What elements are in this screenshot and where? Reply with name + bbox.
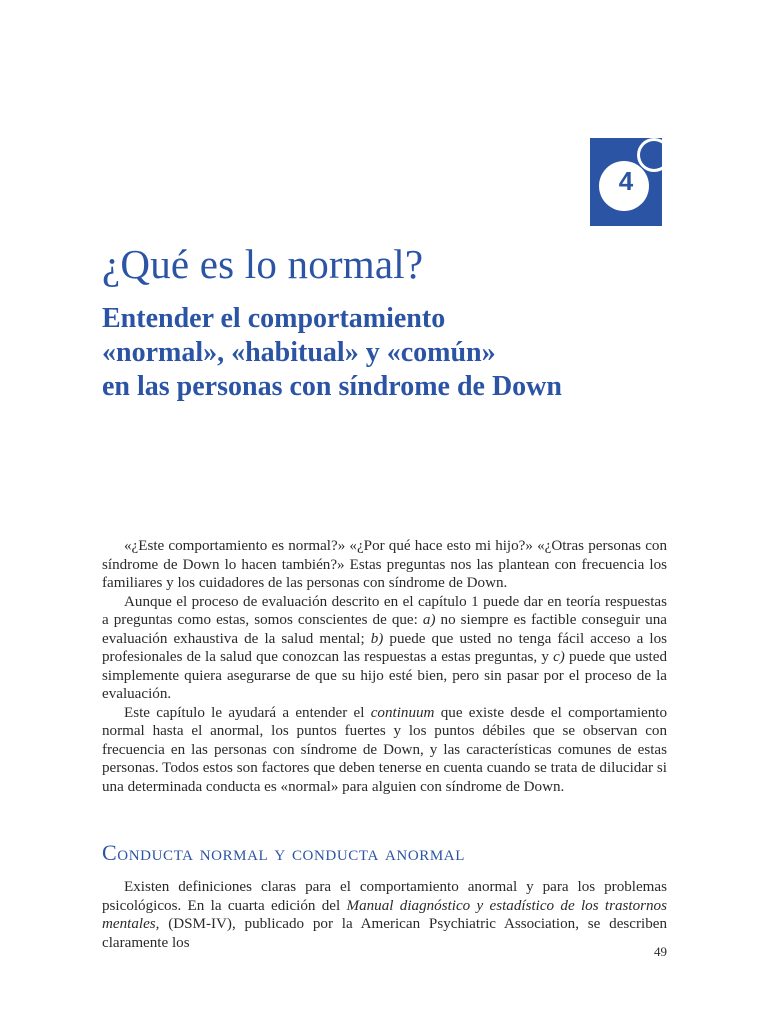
intro-paragraph [102, 537, 667, 593]
paragraph-text: Este capítulo le ayudará a entender el [124, 704, 371, 721]
section-heading: Conducta normal y conducta anormal [102, 840, 466, 865]
list-marker-c: c) [553, 649, 565, 665]
chapter-number: 4 [618, 166, 634, 196]
paragraph-text: no siempre es factible conseguir una evaluación exhaustiva de la salud mental; [102, 612, 667, 647]
paragraph-text: Aunque el proceso de evaluación descrito en el capítulo 1 puede dar en teoría respuestas a preguntas como estas, somos conscientes de que: [102, 593, 667, 628]
chapter-number-badge [590, 138, 662, 226]
page-number: 49 [654, 944, 667, 959]
paragraph-text: (DSM-IV), publicado por la American Psychiatric Association, se describen claramente los [102, 916, 667, 951]
list-marker-a: a) [422, 612, 436, 628]
italic-term: continuum [370, 704, 435, 721]
italic-book-title: Manual diagnóstico y estadístico de los trastornos mentales, [102, 897, 667, 932]
intro-paragraph [102, 593, 667, 704]
paragraph-text: puede que usted simplemente quiera asegurarse de que su hijo esté bien, pero sin pasar por el proceso de la evaluación. [102, 649, 668, 702]
list-marker-b: b) [370, 630, 384, 647]
chapter-title: ¿Qué es lo normal? [102, 241, 424, 287]
paragraph-text: puede que usted no tenga fácil acceso a los profesionales de la salud que conozcan las respuestas a estas preguntas, y [102, 630, 667, 665]
intro-text [102, 537, 667, 796]
subtitle-line: «normal», «habitual» y «común» [102, 337, 496, 368]
paragraph-text: Existen definiciones claras para el comportamiento anormal y para los problemas psicológicos. En la cuarta edición del [102, 879, 667, 914]
paragraph-text: «¿Este comportamiento es normal?» «¿Por qué hace esto mi hijo?» «¿Otras personas con síndrome de Down lo hacen también?» Estas preguntas nos las plantean con frecuencia los familiares y los cuidadores de las personas con síndrome de Down. [102, 538, 667, 591]
subtitle-line: en las personas con síndrome de Down [102, 371, 562, 402]
subtitle-line: Entender el comportamiento [102, 303, 446, 334]
chapter-subtitle [102, 302, 562, 404]
section-text [102, 878, 667, 952]
paragraph-text: que existe desde el comportamiento normal hasta el anormal, los puntos fuertes y los puntos débiles que se observan con frecuencia en las personas con síndrome de Down, y las características comunes de estas personas. Todos estos son factores que deben tenerse en cuenta cuando se trata de dilucidar si una determinada conducta es «normal» para alguien con síndrome de Down. [102, 704, 668, 795]
section-paragraph [102, 878, 667, 952]
intro-paragraph [102, 704, 667, 797]
